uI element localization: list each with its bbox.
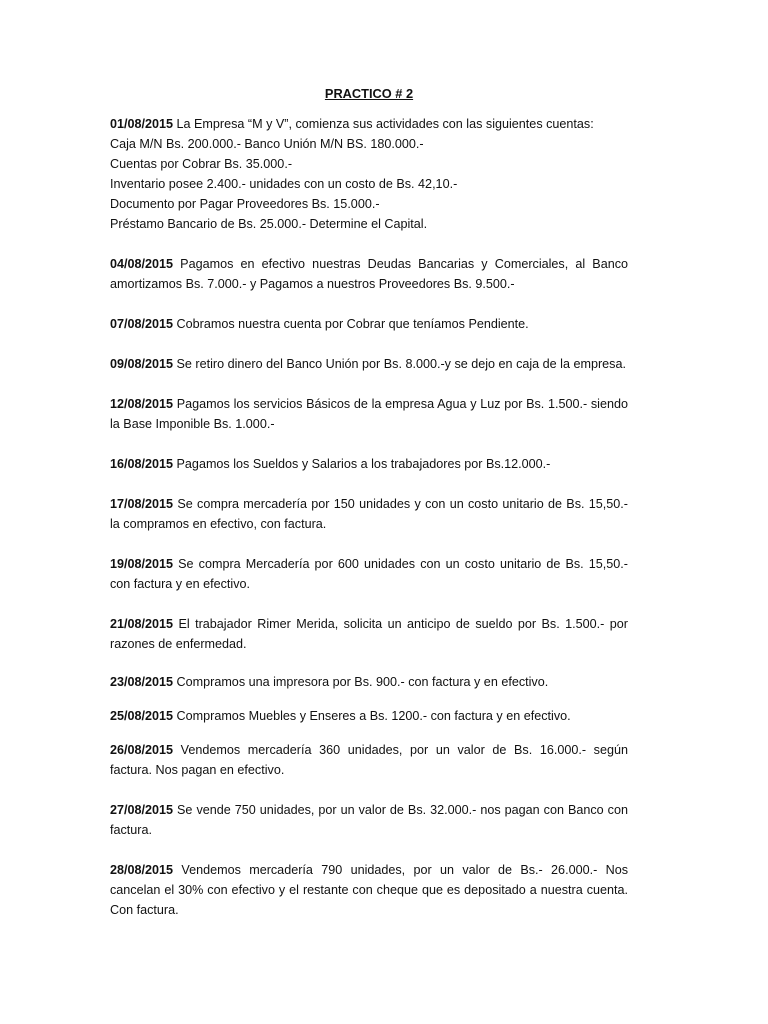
journal-entry xyxy=(110,672,628,692)
entry-text: Se retiro dinero del Banco Unión por Bs. 8.000.-y se dejo en caja de la empresa. xyxy=(173,357,626,371)
journal-entry xyxy=(110,740,628,780)
document-page xyxy=(110,84,628,920)
entry-text: Compramos una impresora por Bs. 900.- con factura y en efectivo. xyxy=(173,675,549,689)
entry-date: 25/08/2015 xyxy=(110,709,174,723)
entry-date: 09/08/2015 xyxy=(110,357,174,371)
intro-line: Documento por Pagar Proveedores Bs. 15.000.- xyxy=(110,197,380,211)
intro-line: Caja M/N Bs. 200.000.- Banco Unión M/N BS. 180.000.- xyxy=(110,137,424,151)
journal-entry xyxy=(110,254,628,294)
entry-date: 07/08/2015 xyxy=(110,317,174,331)
entry-text: Pagamos los Sueldos y Salarios a los trabajadores por Bs.12.000.- xyxy=(173,457,551,471)
journal-entry xyxy=(110,494,628,534)
intro-line: Cuentas por Cobrar Bs. 35.000.- xyxy=(110,157,293,171)
entry-date: 27/08/2015 xyxy=(110,803,174,817)
journal-entry xyxy=(110,614,628,654)
entry-text: Cobramos nuestra cuenta por Cobrar que teníamos Pendiente. xyxy=(173,317,529,331)
journal-entry xyxy=(110,454,628,474)
intro-line: Inventario posee 2.400.- unidades con un costo de Bs. 42,10.- xyxy=(110,177,458,191)
entry-text: Se compra Mercadería por 600 unidades con un costo unitario de Bs. 15,50.- con factura y en efectivo. xyxy=(110,557,628,591)
journal-entry xyxy=(110,800,628,840)
entry-date: 12/08/2015 xyxy=(110,397,174,411)
entry-text: Se vende 750 unidades, por un valor de Bs. 32.000.- nos pagan con Banco con factura. xyxy=(110,803,628,837)
entry-text: Pagamos en efectivo nuestras Deudas Bancarias y Comerciales, al Banco amortizamos Bs. 7.000.- y Pagamos a nuestros Proveedores Bs. 9.500.- xyxy=(110,257,628,291)
intro-block xyxy=(110,114,628,234)
intro-first-line xyxy=(110,114,628,134)
entry-text: La Empresa “M y V”, comienza sus actividades con las siguientes cuentas: xyxy=(173,117,594,131)
entry-date: 16/08/2015 xyxy=(110,457,174,471)
entry-date: 23/08/2015 xyxy=(110,675,174,689)
entry-date: 01/08/2015 xyxy=(110,117,174,131)
journal-entry xyxy=(110,554,628,594)
document-title: PRACTICO # 2 xyxy=(324,86,414,101)
entry-date: 19/08/2015 xyxy=(110,557,174,571)
journal-entry xyxy=(110,354,628,374)
entry-date: 28/08/2015 xyxy=(110,863,174,877)
entry-text: Pagamos los servicios Básicos de la empresa Agua y Luz por Bs. 1.500.- siendo la Base Imponible Bs. 1.000.- xyxy=(110,397,628,431)
entry-text: El trabajador Rimer Merida, solicita un anticipo de sueldo por Bs. 1.500.- por razones de enfermedad. xyxy=(110,617,628,651)
journal-entry xyxy=(110,860,628,920)
journal-entry xyxy=(110,706,628,726)
entry-date: 17/08/2015 xyxy=(110,497,174,511)
intro-line: Préstamo Bancario de Bs. 25.000.- Determine el Capital. xyxy=(110,217,428,231)
entry-date: 04/08/2015 xyxy=(110,257,174,271)
entry-text: Vendemos mercadería 790 unidades, por un valor de Bs.- 26.000.- Nos cancelan el 30% con efectivo y el restante con cheque que es depositado a nuestra cuenta. Con factura. xyxy=(110,863,628,917)
entry-text: Vendemos mercadería 360 unidades, por un valor de Bs. 16.000.- según factura. Nos pagan en efectivo. xyxy=(110,743,628,777)
entry-date: 26/08/2015 xyxy=(110,743,174,757)
entry-text: Compramos Muebles y Enseres a Bs. 1200.- con factura y en efectivo. xyxy=(173,709,571,723)
journal-entry xyxy=(110,394,628,434)
entry-date: 21/08/2015 xyxy=(110,617,174,631)
journal-entry xyxy=(110,314,628,334)
entry-text: Se compra mercadería por 150 unidades y con un costo unitario de Bs. 15,50.- la compramos en efectivo, con factura. xyxy=(110,497,628,531)
